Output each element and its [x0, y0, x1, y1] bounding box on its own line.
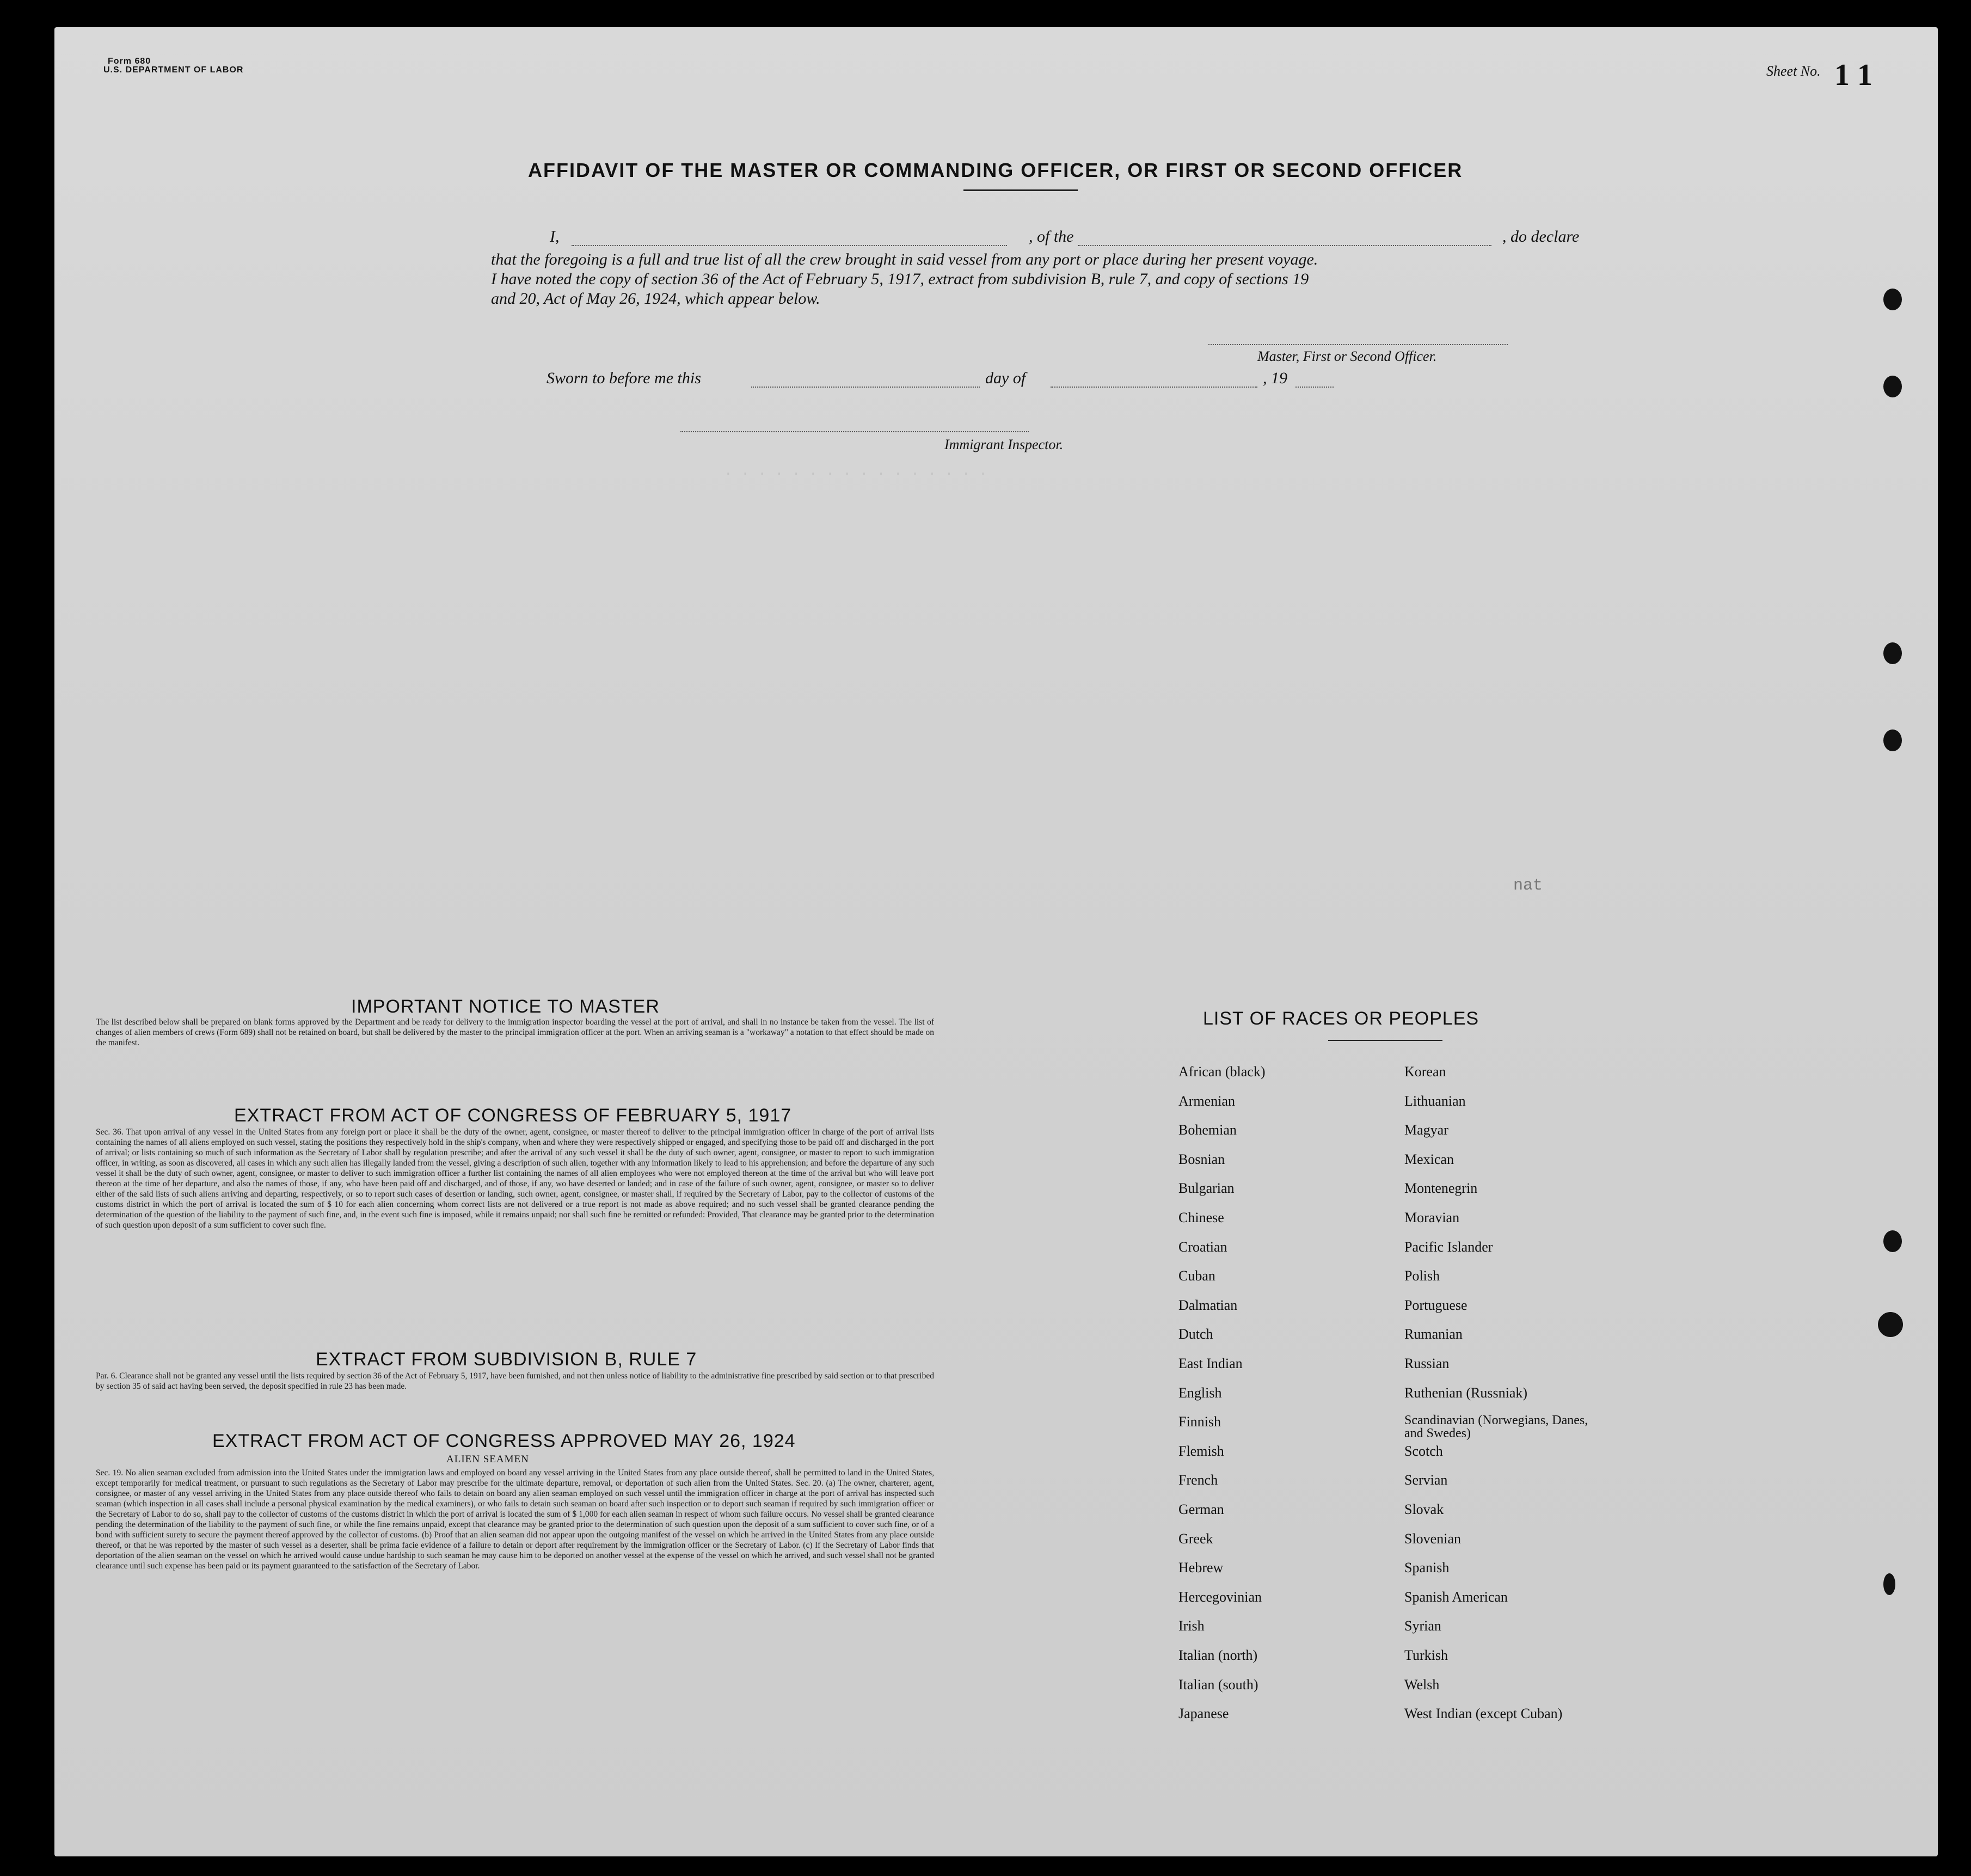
race-item: Bohemian — [1178, 1122, 1237, 1138]
race-item: Moravian — [1404, 1210, 1460, 1225]
race-item: Slovak — [1404, 1501, 1444, 1517]
extract-1917-heading: EXTRACT FROM ACT OF CONGRESS OF FEBRUARY 5, 1917 — [234, 1105, 792, 1126]
races-heading: LIST OF RACES OR PEOPLES — [1203, 1008, 1479, 1029]
affidavit-title: AFFIDAVIT OF THE MASTER OR COMMANDING OFFICER, OR FIRST OR SECOND OFFICER — [528, 159, 1463, 181]
race-item: English — [1178, 1384, 1222, 1401]
race-item: Portuguese — [1404, 1297, 1467, 1313]
race-item: Japanese — [1178, 1706, 1229, 1722]
race-item: Welsh — [1404, 1676, 1440, 1693]
bleed-through-text: . . . . . . . . . . . . . . . . — [724, 463, 987, 479]
race-item: Greek — [1178, 1530, 1213, 1547]
department-label: U.S. DEPARTMENT OF LABOR — [103, 65, 244, 75]
day-of-label: day of — [985, 369, 1026, 387]
race-item: Turkish — [1404, 1647, 1448, 1663]
binder-hole — [1883, 1230, 1902, 1252]
binder-hole — [1878, 1312, 1903, 1337]
race-item: Polish — [1404, 1268, 1440, 1284]
affidavit-line-2: I have noted the copy of section 36 of the Act of February 5, 1917, extract from subdivision B, rule 7, and copy of sections 19 — [491, 270, 1309, 288]
form-number: Form 680 — [108, 57, 151, 66]
race-item: Dutch — [1178, 1326, 1213, 1342]
inspector-caption: Immigrant Inspector. — [944, 437, 1064, 452]
extract-1917-text: Sec. 36. That upon arrival of any vessel in the United States from any foreign port or place it shall be the duty of the owner, agent, consignee, or master thereof to deliver to the principal immigration officer in charge of the port of arrival lists containing the names of all aliens employed on such vessel, stating the positions they respectively hold in the ship's company, when and where they were respectively shipped or engaged, and specifying those to be paid off and discharged in the port of arrival; or lists containing so much of such information as the Secretary of Labor shall by regulation prescribe; and after the arrival of any such vessel it shall be the duty of such owner, agent, consignee, or master to report to such immigration officer, in writing, as soon as discovered, all cases in which any such alien has illegally landed from the vessel, giving a description of such alien, together with any information likely to lead to his apprehension; and before the departure of any such vessel it shall be the duty of such owner, agent, consignee, or master to deliver to such immigration officer a further list containing the names of all alien employees who were not employed thereon at the time of the arrival but who will leave port thereon at the time of her departure, and also the names of those, if any, who have been paid off and discharged, and of those, if any, wo have deserted or landed; and in case of the failure of such owner, agent, consignee, or master so to deliver either of the said lists of such aliens arriving and departing, respectively, or so to report such cases of desertion or landing, such owner, agent, consignee, or master shall, if required by the Secretary of Labor, pay to the collector of customs of the customs district in which the port of arrival is located the sum of $ 10 for each alien concerning whom correct lists are not delivered or a true report is not made as above required; and no such vessel shall be granted clearance pending the determination of the question of the liability to the payment of such fine, and, in the event such fine is imposed, while it remains unpaid; nor shall such fine be remitted or refunded: Provided, That clearance may be granted prior to the determination of such question upon deposit of a sum sufficient to cover such fine. — [96, 1127, 934, 1230]
race-item: Montenegrin — [1404, 1180, 1478, 1197]
race-item: Hebrew — [1178, 1560, 1224, 1576]
race-item: German — [1178, 1501, 1224, 1517]
race-item: Armenian — [1178, 1093, 1235, 1109]
sworn-month-line — [1051, 387, 1257, 388]
affidavit-i-label: I, — [550, 228, 560, 246]
race-item: African (black) — [1178, 1064, 1266, 1080]
affidavit-line-1: that the foregoing is a full and true list of all the crew brought in said vessel from any port or place during her present voyage. — [491, 250, 1318, 268]
race-item: French — [1178, 1472, 1218, 1488]
race-item: Lithuanian — [1404, 1093, 1466, 1109]
master-signature-caption: Master, First or Second Officer. — [1257, 348, 1437, 364]
notice-text: The list described below shall be prepared on blank forms approved by the Department and be ready for delivery to the immigration inspector boarding the vessel at the port of arrival, and shall in no instance be taken from the vessel. The list of changes of alien members of crews (Form 689) shall not be retained on board, but shall be delivered by the master to the principal immigration officer at the port. When an arriving seaman is a "workaway" a notation to that effect should be made on the manifest. — [96, 1017, 934, 1047]
race-item: Mexican — [1404, 1151, 1454, 1167]
extract-1924-text: Sec. 19. No alien seaman excluded from admission into the United States under the immigration laws and employed on board any vessel arriving in the United States from any place outside thereof, shall be permitted to land in the United States, except temporarily for medical treatment, or pursuant to such regulations as the Secretary of Labor may prescribe for the ultimate departure, removal, or deportation of such alien from the United States. Sec. 20. (a) The owner, charterer, agent, consignee, or master of any vessel arriving in the United States from any place outside thereof who fails to detain on board any alien seaman employed on such vessel until the immigration officer in charge at the port of arrival has inspected such seaman (which inspection in all cases shall include a personal physical examination by the medical examiners), or who fails to detain such seaman on board after such inspection or to deport such seaman if required by such immigration officer or the Secretary of Labor to do so, shall pay to the collector of customs of the customs district in which the port of arrival is located the sum of $ 1,000 for each alien seaman in respect of whom such failure occurs. No vessel shall be granted clearance pending the determination of the liability to the payment of such fine, or while the fine remains unpaid, except that clearance may be granted prior to the determination of such question upon the deposit of a sum sufficient to cover such fine, or of a bond with sufficient surety to secure the payment thereof approved by the collector of customs. (b) Proof that an alien seaman did not appear upon the outgoing manifest of the vessel on which he arrived in the United States from any place outside thereof, or that he was reported by the master of such vessel as a deserter, shall be prima facie evidence of a failure to detain or deport after requirement by the immigration officer or the Secretary of Labor. (c) If the Secretary of Labor finds that deportation of the alien seaman on the vessel on which he arrived would cause undue hardship to such seaman he may cause him to be deported on another vessel at the expense of the vessel on which he arrived, and such vessel shall not be granted clearance until such expense has been paid or its payment guaranteed to the satisfaction of the Secretary of Labor. — [96, 1468, 934, 1571]
inspector-signature-line — [680, 431, 1029, 432]
race-item: Flemish — [1178, 1443, 1224, 1459]
sheet-number-label: Sheet No. — [1766, 63, 1821, 79]
race-item: Ruthenian (Russniak) — [1404, 1384, 1528, 1401]
race-item: Rumanian — [1404, 1326, 1463, 1342]
race-item: Irish — [1178, 1618, 1205, 1634]
race-item: Scandinavian (Norwegians, Danes, and Swedes) — [1404, 1413, 1588, 1441]
binder-hole — [1883, 1573, 1895, 1595]
name-blank-line — [572, 245, 1007, 246]
extract-1924-heading: EXTRACT FROM ACT OF CONGRESS APPROVED MAY 26, 1924 — [212, 1431, 796, 1451]
affidavit-line-3: and 20, Act of May 26, 1924, which appear below. — [491, 290, 820, 308]
race-item: Syrian — [1404, 1618, 1441, 1634]
race-item: Dalmatian — [1178, 1297, 1238, 1313]
affidavit-of-the-label: , of the — [1029, 228, 1074, 246]
races-rule — [1328, 1040, 1442, 1041]
race-item: Slovenian — [1404, 1530, 1461, 1547]
notice-heading: IMPORTANT NOTICE TO MASTER — [351, 996, 660, 1017]
sworn-label: Sworn to before me this — [547, 369, 701, 387]
binder-hole — [1883, 289, 1902, 310]
race-item: Croatian — [1178, 1239, 1227, 1255]
race-item: Italian (north) — [1178, 1647, 1258, 1663]
binder-hole — [1883, 376, 1902, 397]
race-item: Scotch — [1404, 1443, 1443, 1459]
race-item: Finnish — [1178, 1414, 1221, 1430]
race-item: Korean — [1404, 1064, 1446, 1080]
race-item: Russian — [1404, 1356, 1450, 1371]
bleed-through-text: nat — [1513, 876, 1543, 895]
sworn-year-line — [1295, 387, 1334, 388]
binder-hole — [1883, 729, 1902, 751]
race-item: Bosnian — [1178, 1151, 1225, 1167]
race-item: West Indian (except Cuban) — [1404, 1706, 1563, 1722]
race-item: Spanish — [1404, 1560, 1450, 1576]
sworn-day-line — [751, 387, 980, 388]
race-item: Bulgarian — [1178, 1180, 1235, 1197]
race-item: Magyar — [1404, 1122, 1448, 1138]
title-rule — [963, 189, 1078, 191]
vessel-blank-line — [1078, 245, 1491, 246]
race-item: East Indian — [1178, 1356, 1243, 1371]
subdivision-b-heading: EXTRACT FROM SUBDIVISION B, RULE 7 — [316, 1349, 697, 1370]
race-item: Hercegovinian — [1178, 1589, 1262, 1605]
alien-seamen-subheading: ALIEN SEAMEN — [446, 1454, 529, 1465]
race-item: Servian — [1404, 1472, 1448, 1488]
year-prefix: , 19 — [1263, 369, 1287, 387]
binder-hole — [1883, 642, 1902, 664]
race-item: Cuban — [1178, 1268, 1215, 1284]
sheet-number-value: 1 1 — [1834, 58, 1872, 92]
race-item: Pacific Islander — [1404, 1239, 1493, 1255]
document-sheet — [54, 27, 1938, 1856]
race-item: Italian (south) — [1178, 1676, 1258, 1693]
race-item: Chinese — [1178, 1210, 1224, 1225]
race-item: Spanish American — [1404, 1589, 1508, 1605]
subdivision-b-text: Par. 6. Clearance shall not be granted any vessel until the lists required by section 36 of the Act of February 5, 1917, have been furnished, and not then unless notice of liability to the administrative fine prescribed by said section or to that prescribed by section 35 of said act having been served, the deposit specified in rule 23 has been made. — [96, 1371, 934, 1391]
master-signature-line — [1208, 344, 1508, 345]
affidavit-do-declare: , do declare — [1502, 228, 1580, 246]
